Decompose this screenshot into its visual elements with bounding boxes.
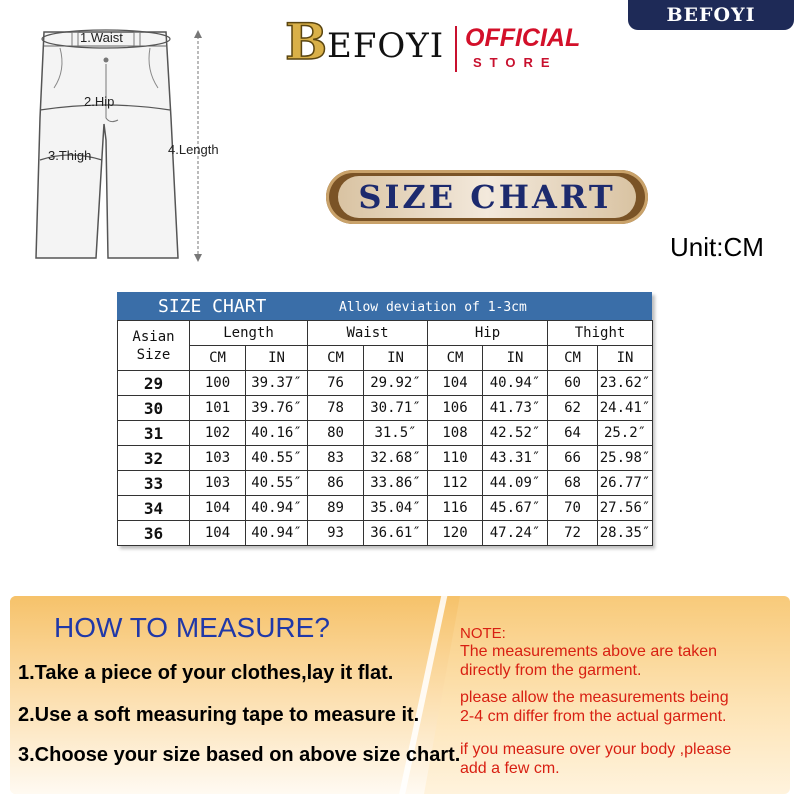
size-chart-banner: [326, 170, 648, 224]
how-to-measure-title: HOW TO MEASURE?: [54, 612, 330, 643]
value-cell: 83: [308, 446, 364, 471]
value-cell: 70: [548, 496, 598, 521]
how-to-measure-panel: [10, 596, 790, 794]
unit-in: IN: [246, 346, 308, 371]
thigh-label: 3.Thigh: [48, 148, 92, 163]
value-cell: 42.52″: [483, 421, 548, 446]
note-line: if you measure over your body ,please: [460, 741, 732, 758]
value-cell: 43.31″: [483, 446, 548, 471]
measure-step: 3.Choose your size based on above size chart.: [18, 744, 461, 766]
table-subtitle: Allow deviation of 1-3cm: [339, 300, 527, 315]
note-line: The measurements above are taken: [460, 643, 718, 660]
group-waist: Waist: [308, 321, 428, 346]
logo-initial: B: [285, 12, 328, 71]
size-cell: 33: [118, 471, 190, 496]
table-row: [118, 446, 653, 471]
value-cell: 40.94″: [246, 496, 308, 521]
value-cell: 89: [308, 496, 364, 521]
size-cell: 30: [118, 396, 190, 421]
value-cell: 93: [308, 521, 364, 546]
unit-in: IN: [364, 346, 428, 371]
unit-in: IN: [598, 346, 653, 371]
value-cell: 35.04″: [364, 496, 428, 521]
group-hip: Hip: [428, 321, 548, 346]
unit-cm: CM: [428, 346, 483, 371]
value-cell: 86: [308, 471, 364, 496]
size-table-grid: [117, 320, 653, 546]
table-row: [118, 396, 653, 421]
unit-cm: CM: [548, 346, 598, 371]
logo-wordmark: EFOYI: [327, 26, 445, 66]
value-cell: 108: [428, 421, 483, 446]
table-title: SIZE CHART: [158, 296, 267, 317]
brand-tab: BEFOYI: [628, 0, 794, 30]
value-cell: 39.76″: [246, 396, 308, 421]
value-cell: 103: [190, 446, 246, 471]
value-cell: 60: [548, 371, 598, 396]
table-unit-row: [118, 346, 653, 371]
value-cell: 30.71″: [364, 396, 428, 421]
size-table: [117, 292, 652, 546]
value-cell: 116: [428, 496, 483, 521]
size-cell: 29: [118, 371, 190, 396]
value-cell: 24.41″: [598, 396, 653, 421]
note-line: 2-4 cm differ from the actual garment.: [460, 708, 727, 725]
table-row: [118, 371, 653, 396]
value-cell: 40.16″: [246, 421, 308, 446]
measure-step: 2.Use a soft measuring tape to measure it.: [18, 704, 420, 726]
value-cell: 23.62″: [598, 371, 653, 396]
length-label: 4.Length: [168, 142, 219, 157]
value-cell: 110: [428, 446, 483, 471]
value-cell: 103: [190, 471, 246, 496]
waist-label: 1.Waist: [80, 30, 123, 45]
unit-cm: CM: [308, 346, 364, 371]
asian-label: Asian: [132, 328, 175, 345]
note-line: directly from the garment.: [460, 662, 642, 679]
value-cell: 64: [548, 421, 598, 446]
value-cell: 66: [548, 446, 598, 471]
value-cell: 47.24″: [483, 521, 548, 546]
table-row: [118, 421, 653, 446]
logo-official: OFFICIAL: [465, 24, 581, 52]
table-row: [118, 496, 653, 521]
value-cell: 25.2″: [598, 421, 653, 446]
value-cell: 39.37″: [246, 371, 308, 396]
value-cell: 28.35″: [598, 521, 653, 546]
note-line: add a few cm.: [460, 760, 560, 777]
value-cell: 104: [428, 371, 483, 396]
value-cell: 31.5″: [364, 421, 428, 446]
unit-in: IN: [483, 346, 548, 371]
size-label: Size: [136, 346, 171, 363]
size-cell: 34: [118, 496, 190, 521]
group-thigh: Thight: [548, 321, 653, 346]
value-cell: 102: [190, 421, 246, 446]
unit-label: Unit:CM: [670, 232, 764, 262]
value-cell: 112: [428, 471, 483, 496]
size-rows: [118, 371, 653, 546]
brand-logo: [285, 12, 585, 74]
value-cell: 101: [190, 396, 246, 421]
table-row: [118, 521, 653, 546]
logo-divider: [455, 26, 457, 72]
value-cell: 26.77″: [598, 471, 653, 496]
value-cell: 29.92″: [364, 371, 428, 396]
value-cell: 36.61″: [364, 521, 428, 546]
value-cell: 44.09″: [483, 471, 548, 496]
value-cell: 62: [548, 396, 598, 421]
value-cell: 106: [428, 396, 483, 421]
value-cell: 104: [190, 521, 246, 546]
value-cell: 33.86″: [364, 471, 428, 496]
value-cell: 41.73″: [483, 396, 548, 421]
measure-step: 1.Take a piece of your clothes,lay it flat.: [18, 662, 394, 684]
table-row: [118, 471, 653, 496]
value-cell: 100: [190, 371, 246, 396]
note-title: NOTE:: [460, 625, 506, 642]
value-cell: 40.55″: [246, 446, 308, 471]
value-cell: 40.55″: [246, 471, 308, 496]
value-cell: 80: [308, 421, 364, 446]
size-cell: 31: [118, 421, 190, 446]
unit-cm: CM: [190, 346, 246, 371]
value-cell: 120: [428, 521, 483, 546]
value-cell: 32.68″: [364, 446, 428, 471]
group-length: Length: [190, 321, 308, 346]
asian-size-header: [118, 321, 190, 371]
banner-title: SIZE CHART: [338, 176, 636, 218]
value-cell: 72: [548, 521, 598, 546]
value-cell: 104: [190, 496, 246, 521]
size-cell: 32: [118, 446, 190, 471]
value-cell: 40.94″: [483, 371, 548, 396]
value-cell: 25.98″: [598, 446, 653, 471]
value-cell: 40.94″: [246, 521, 308, 546]
hip-label: 2.Hip: [84, 94, 115, 109]
table-header-bar: [117, 292, 652, 320]
note-line: please allow the measurements being: [460, 689, 729, 706]
size-cell: 36: [118, 521, 190, 546]
value-cell: 76: [308, 371, 364, 396]
logo-store: STORE: [473, 55, 558, 70]
value-cell: 68: [548, 471, 598, 496]
table-group-row: [118, 321, 653, 346]
value-cell: 27.56″: [598, 496, 653, 521]
value-cell: 45.67″: [483, 496, 548, 521]
value-cell: 78: [308, 396, 364, 421]
pants-diagram: [0, 0, 270, 270]
